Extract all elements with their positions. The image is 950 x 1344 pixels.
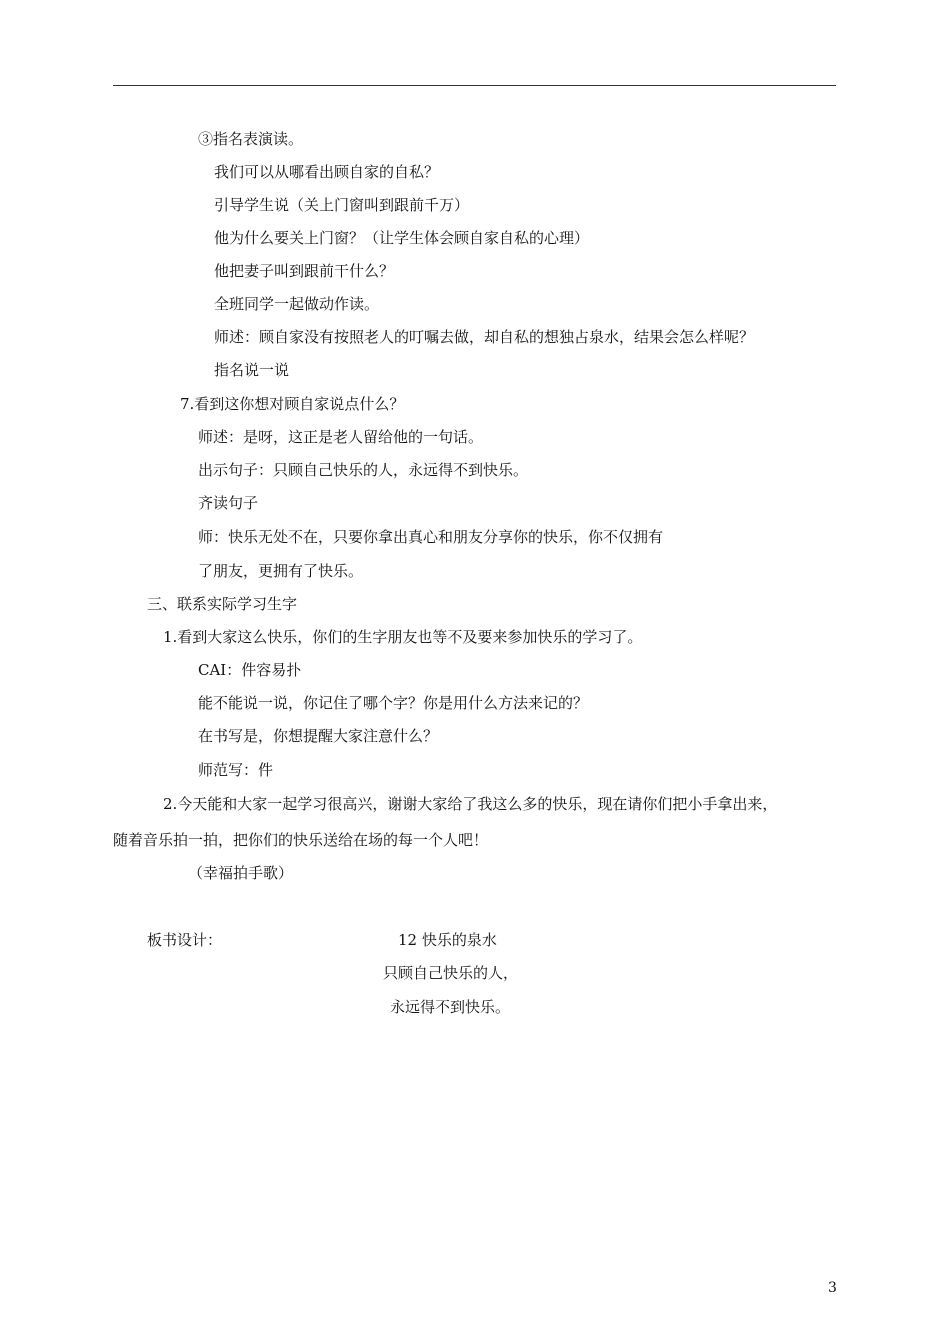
text-line: （幸福拍手歌） (188, 864, 294, 882)
text-line: 师范写：件 (198, 761, 274, 779)
text-line: ③指名表演读。 (198, 130, 304, 148)
board-line: 永远得不到快乐。 (390, 998, 511, 1016)
text-line: 我们可以从哪看出顾自家的自私？ (214, 163, 440, 181)
board-title: 12 快乐的泉水 (398, 931, 497, 949)
page-number: 3 (828, 1280, 837, 1296)
text-line: 2.今天能和大家一起学习很高兴，谢谢大家给了我这么多的快乐，现在请你们把小手拿出来， (163, 795, 778, 813)
text-line: 出示句子：只顾自己快乐的人，永远得不到快乐。 (198, 461, 529, 479)
text-line: 全班同学一起做动作读。 (214, 295, 380, 313)
text-line: 师：快乐无处不在，只要你拿出真心和朋友分享你的快乐，你不仅拥有 (198, 528, 664, 546)
text-line: 1.看到大家这么快乐，你们的生字朋友也等不及要来参加快乐的学习了。 (163, 628, 643, 646)
text-line: 师述：是呀，这正是老人留给他的一句话。 (198, 428, 484, 446)
text-line: 指名说一说 (214, 361, 290, 379)
text-line: 随着音乐拍一拍，把你们的快乐送给在场的每一个人吧！ (113, 831, 489, 849)
text-line: CAI：件容易扑 (198, 661, 302, 679)
board-line: 只顾自己快乐的人， (383, 964, 519, 982)
text-line: 能不能说一说，你记住了哪个字？你是用什么方法来记的？ (198, 694, 589, 712)
board-label: 板书设计： (147, 931, 223, 949)
header-rule (113, 85, 836, 86)
text-line: 他为什么要关上门窗？（让学生体会顾自家自私的心理） (214, 229, 590, 247)
text-line: 他把妻子叫到跟前干什么？ (214, 262, 395, 280)
text-line: 齐读句子 (198, 494, 259, 512)
section-heading: 三、联系实际学习生字 (147, 595, 298, 613)
text-line: 了朋友，更拥有了快乐。 (198, 562, 364, 580)
text-line: 师述：顾自家没有按照老人的叮嘱去做，却自私的想独占泉水，结果会怎么样呢？ (214, 328, 755, 346)
text-line: 在书写是，你想提醒大家注意什么？ (198, 727, 439, 745)
text-line: 引导学生说（关上门窗叫到跟前千万） (214, 196, 470, 214)
text-line: 7.看到这你想对顾自家说点什么？ (180, 395, 405, 413)
